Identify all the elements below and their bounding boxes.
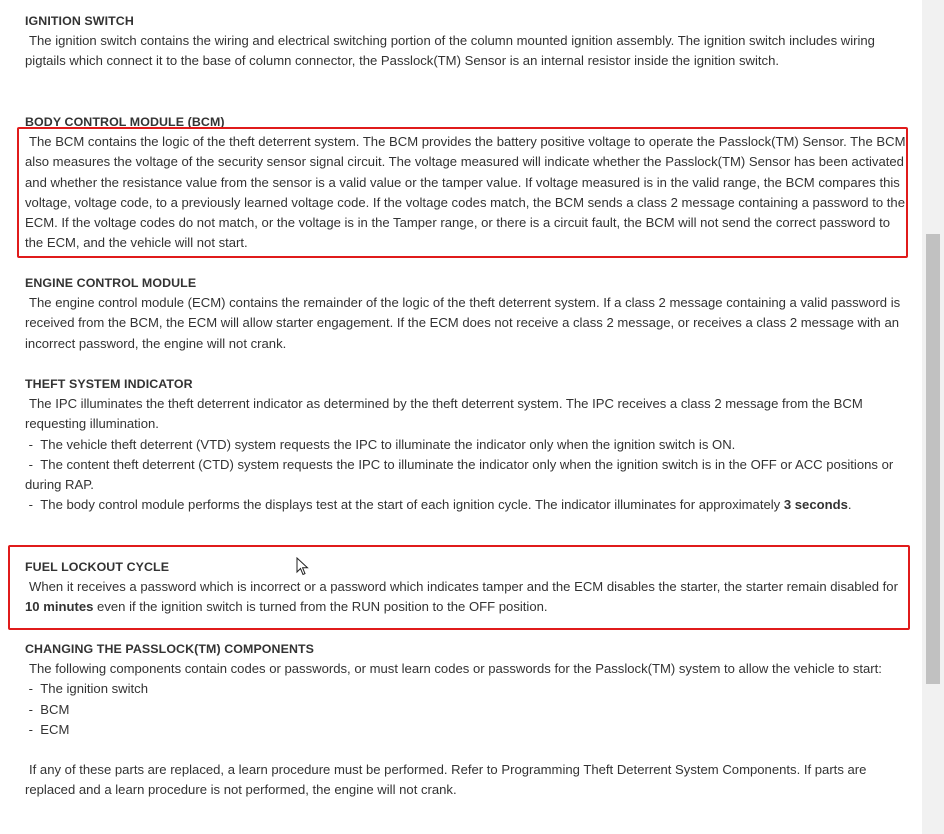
section-heading: FUEL LOCKOUT CYCLE bbox=[25, 560, 170, 574]
mouse-pointer-icon bbox=[296, 557, 310, 577]
section-body: The IPC illuminates the theft deterrent indicator as determined by the theft deterrent system. The IPC receives a class 2 message from the BCM requesting illumination. bbox=[25, 396, 863, 432]
vertical-scrollbar[interactable] bbox=[922, 0, 944, 834]
bullet: - bbox=[28, 701, 34, 717]
list-item: - The vehicle theft deterrent (VTD) system requests the IPC to illuminate the indicator only when the ignition switch is ON. bbox=[28, 436, 736, 452]
section-heading: THEFT SYSTEM INDICATOR bbox=[25, 377, 193, 391]
section-footer: If any of these parts are replaced, a learn procedure must be performed. Refer to Programming Theft Deterrent System Components. If parts are replaced and a learn procedure is not performed, the engine will not crank. bbox=[25, 762, 867, 798]
section-body: The engine control module (ECM) contains the remainder of the logic of the theft deterrent system. If a class 2 message containing a valid password is received from the BCM, the ECM will allow starter engagement. If the ECM does not receive a class 2 message, or receives a class 2 message with an incorrect password, the engine will not crank. bbox=[25, 295, 901, 351]
section-ignition-switch bbox=[25, 11, 910, 72]
section-theft-indicator bbox=[25, 374, 910, 515]
bullet: - bbox=[28, 681, 34, 697]
section-body: When it receives a password which is incorrect or a password which indicates tamper and the ECM disables the starter, the starter remain disabled for 10 minutes even if the ignition switch is turned from the RUN position to the OFF position. bbox=[25, 579, 898, 615]
highlight-box-fuel-lockout bbox=[8, 545, 910, 630]
bullet: - bbox=[28, 456, 34, 472]
list-item: - The body control module performs the displays test at the start of each ignition cycle. The indicator illuminates for approximately 3 seconds. bbox=[28, 497, 852, 513]
section-body: The ignition switch contains the wiring and electrical switching portion of the column mounted ignition assembly. The ignition switch includes wiring pigtails which connect it to the base of column connector, the Passlock(TM) Sensor is an internal resistor inside the ignition switch. bbox=[25, 33, 875, 69]
bullet: - bbox=[28, 497, 34, 513]
scrollbar-thumb[interactable] bbox=[926, 234, 940, 684]
section-changing-components bbox=[25, 639, 910, 800]
list-item: - BCM bbox=[28, 701, 70, 717]
list-item: - ECM bbox=[28, 721, 70, 737]
bullet: - bbox=[28, 436, 34, 452]
section-ecm bbox=[25, 273, 910, 354]
section-heading: BODY CONTROL MODULE (BCM) bbox=[25, 115, 225, 129]
section-body: The following components contain codes or passwords, or must learn codes or passwords for the Passlock(TM) system to allow the vehicle to start: bbox=[29, 661, 882, 677]
list-item: - The content theft deterrent (CTD) system requests the IPC to illuminate the indicator only when the ignition switch is in the OFF or ACC positions or during RAP. bbox=[25, 456, 894, 493]
section-body: The BCM contains the logic of the theft deterrent system. The BCM provides the battery positive voltage to operate the Passlock(TM) Sensor. The BCM also measures the voltage of the security sensor signal circuit. The voltage measured will indicate whether the Passlock(TM) Sensor has been activated and whether the resistance value from the sensor is a valid value or the tamper value. If voltage measured is in the valid range, the BCM compares this voltage, voltage code, to a previously learned voltage code. If the voltage codes match, the BCM sends a class 2 message containing a password to the ECM. If the voltage codes do not match, or the voltage is in the Tamper range, or there is a circuit fault, the BCM will not send the correct password to the ECM, and the vehicle will not start. bbox=[25, 134, 906, 251]
list-item: - The ignition switch bbox=[28, 681, 149, 697]
bullet: - bbox=[28, 721, 34, 737]
section-heading: ENGINE CONTROL MODULE bbox=[25, 276, 197, 290]
section-heading: IGNITION SWITCH bbox=[25, 14, 134, 28]
highlight-box-bcm bbox=[17, 127, 908, 258]
section-heading: CHANGING THE PASSLOCK(TM) COMPONENTS bbox=[25, 642, 315, 656]
